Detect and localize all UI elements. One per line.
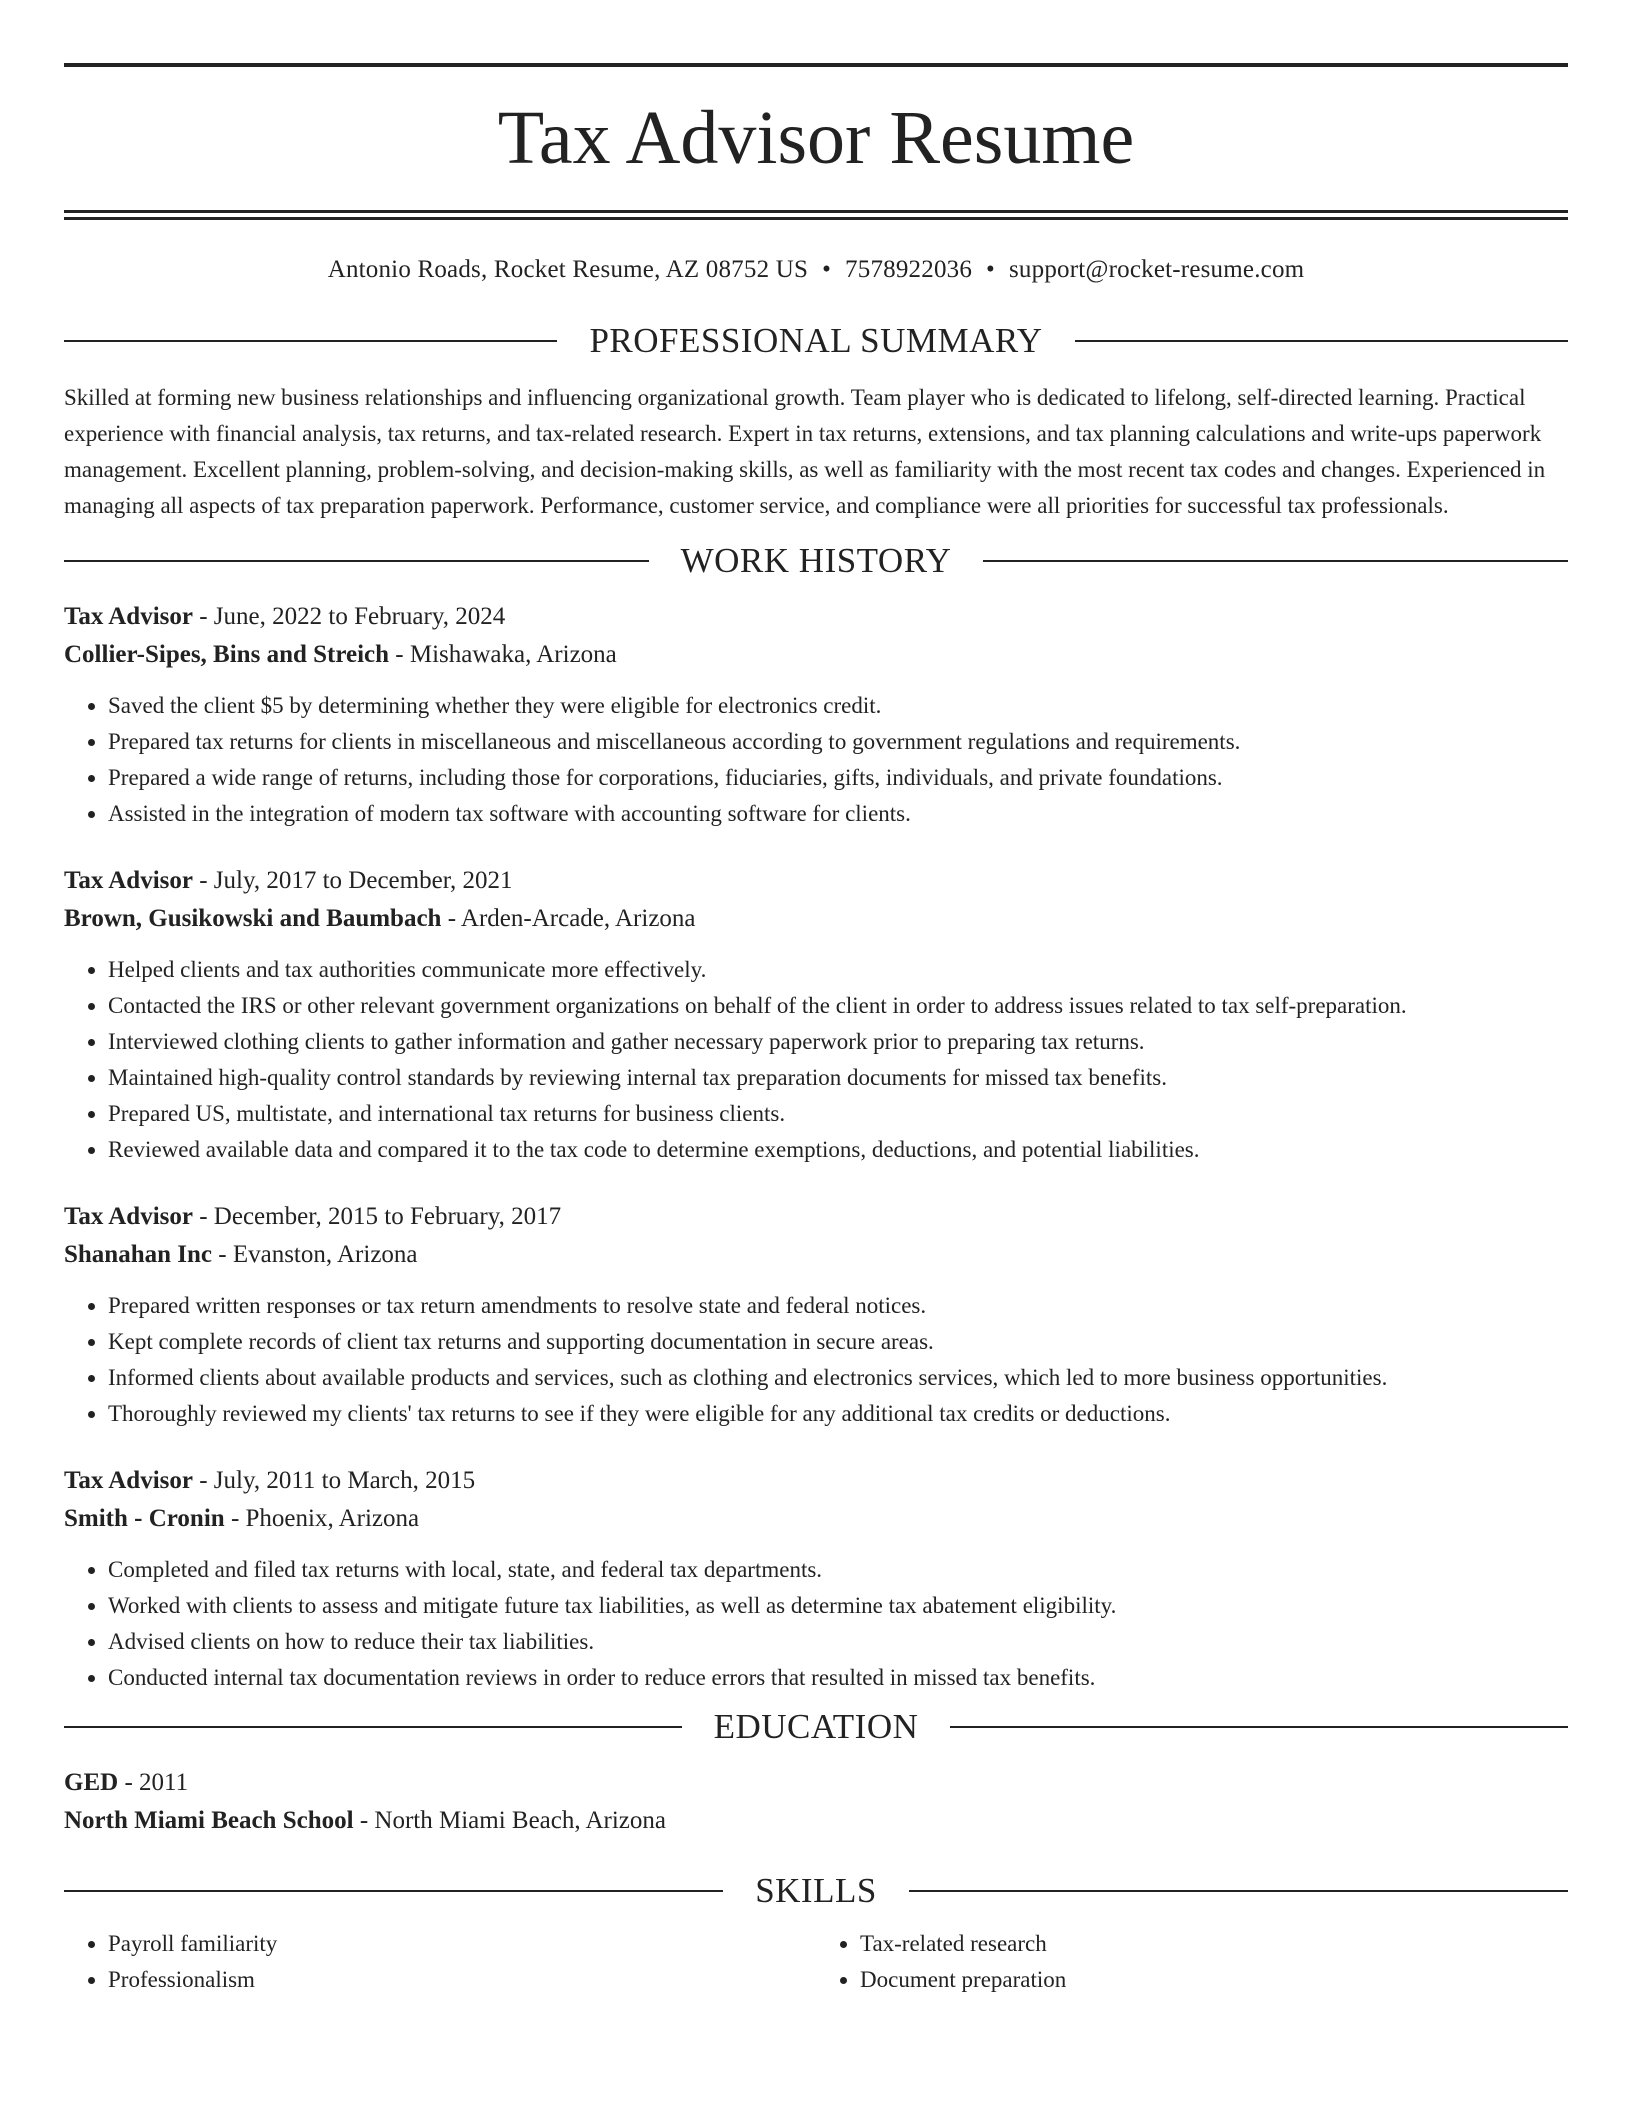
section-title: EDUCATION (713, 1707, 919, 1746)
job-title: Tax Advisor (64, 603, 193, 630)
job-bullet: • Worked with clients to assess and mitigate future tax liabilities, as well as determine tax abatement eligibility. (108, 1588, 1568, 1624)
education-degree: GED (64, 1769, 119, 1796)
job-location: - Mishawaka, Arizona (389, 641, 617, 668)
summary-text: Skilled at forming new business relationships and influencing organizational growth. Team player who is dedicated to lifelong, self-directed learning. Practical experience with financial analysis, tax returns, and tax-related research. Expert in tax returns, extensions, and tax planning calculations and write-ups paperwork management. Excellent planning, problem-solving, and decision-making skills, as well as familiarity with the most recent tax codes and changes. Experienced in managing all aspects of tax preparation paperwork. Performance, customer service, and compliance were all priorities for successful tax professionals. (64, 385, 1546, 518)
education-school-line (64, 1802, 1568, 1840)
heading-rule (64, 560, 649, 562)
job-bullet: • Thoroughly reviewed my clients' tax returns to see if they were eligible for any additional tax credits or deductions. (108, 1396, 1568, 1432)
skills-column-right (816, 1926, 1568, 1998)
job-bullet: • Interviewed clothing clients to gather information and gather necessary paperwork prior to preparing tax returns. (108, 1024, 1568, 1060)
heading-rule (64, 340, 557, 342)
heading-rule (64, 1726, 682, 1728)
top-rule (64, 63, 1568, 67)
contact-address: Antonio Roads, Rocket Resume, AZ 08752 US (327, 256, 809, 283)
job-bullet: • Prepared written responses or tax return amendments to resolve state and federal notices. (108, 1288, 1568, 1324)
education-location: - North Miami Beach, Arizona (353, 1807, 666, 1834)
job-bullets (64, 688, 1568, 832)
section-heading-education (64, 1702, 1568, 1752)
education-school: North Miami Beach School (64, 1807, 354, 1834)
education-year: - 2011 (118, 1769, 189, 1796)
job-bullets (64, 952, 1568, 1168)
job-bullet: • Kept complete records of client tax returns and supporting documentation in secure areas. (108, 1324, 1568, 1360)
job-entry (64, 862, 1568, 1168)
section-heading-skills (64, 1866, 1568, 1916)
contact-separator: • (986, 256, 995, 283)
job-title: Tax Advisor (64, 1203, 193, 1230)
job-company-line (64, 1236, 1568, 1274)
skill-item: • Document preparation (860, 1962, 1568, 1998)
job-bullet: • Maintained high-quality control standards by reviewing internal tax preparation documents for missed tax benefits. (108, 1060, 1568, 1096)
skills-column-left (64, 1926, 816, 1998)
job-bullet: • Completed and filed tax returns with local, state, and federal tax departments. (108, 1552, 1568, 1588)
section-heading-work-history (64, 536, 1568, 586)
job-entry (64, 1462, 1568, 1696)
job-title-line (64, 598, 1568, 636)
job-bullet: • Helped clients and tax authorities communicate more effectively. (108, 952, 1568, 988)
job-company: Smith - Cronin (64, 1505, 225, 1532)
page-title: Tax Advisor Resume (497, 96, 1135, 180)
education-entry (64, 1764, 1568, 1840)
job-bullet: • Prepared US, multistate, and international tax returns for business clients. (108, 1096, 1568, 1132)
job-title-line (64, 1198, 1568, 1236)
job-bullet: • Advised clients on how to reduce their tax liabilities. (108, 1624, 1568, 1660)
skill-item: • Professionalism (108, 1962, 816, 1998)
heading-rule (909, 1890, 1568, 1892)
job-entry (64, 598, 1568, 832)
job-location: - Evanston, Arizona (212, 1241, 418, 1268)
job-bullets (64, 1288, 1568, 1432)
job-title: Tax Advisor (64, 1467, 193, 1494)
heading-rule (64, 1890, 723, 1892)
job-bullet: • Assisted in the integration of modern tax software with accounting software for clients. (108, 796, 1568, 832)
education-degree-line (64, 1764, 1568, 1802)
job-title-line (64, 1462, 1568, 1500)
job-bullet: • Conducted internal tax documentation reviews in order to reduce errors that resulted in missed tax benefits. (108, 1660, 1568, 1696)
resume-page (64, 0, 1568, 1998)
job-entry (64, 1198, 1568, 1432)
job-dates: - December, 2015 to February, 2017 (192, 1203, 562, 1230)
skills-grid (64, 1926, 1568, 1998)
job-company-line (64, 1500, 1568, 1538)
section-title: PROFESSIONAL SUMMARY (589, 321, 1043, 360)
skill-item: • Payroll familiarity (108, 1926, 816, 1962)
section-title: WORK HISTORY (680, 541, 952, 580)
job-bullet: • Reviewed available data and compared it to the tax code to determine exemptions, deductions, and potential liabilities. (108, 1132, 1568, 1168)
contact-email: support@rocket-resume.com (1009, 256, 1305, 283)
job-company-line (64, 636, 1568, 674)
job-location: - Arden-Arcade, Arizona (441, 905, 696, 932)
contact-separator: • (822, 256, 832, 283)
contact-phone: 7578922036 (845, 256, 973, 283)
job-bullets (64, 1552, 1568, 1696)
contact-line (64, 254, 1568, 286)
title-double-rule (64, 210, 1568, 220)
job-company: Collier-Sipes, Bins and Streich (64, 641, 390, 668)
heading-rule (983, 560, 1568, 562)
job-bullet: • Saved the client $5 by determining whether they were eligible for electronics credit. (108, 688, 1568, 724)
job-dates: - July, 2011 to March, 2015 (192, 1467, 476, 1494)
section-heading-summary (64, 316, 1568, 366)
job-title-line (64, 862, 1568, 900)
job-company: Brown, Gusikowski and Baumbach (64, 905, 442, 932)
job-dates: - July, 2017 to December, 2021 (192, 867, 513, 894)
heading-rule (950, 1726, 1568, 1728)
job-bullet: • Contacted the IRS or other relevant government organizations on behalf of the client in order to address issues related to tax self-preparation. (108, 988, 1568, 1024)
job-company-line (64, 900, 1568, 938)
job-dates: - June, 2022 to February, 2024 (192, 603, 506, 630)
job-location: - Phoenix, Arizona (224, 1505, 420, 1532)
skill-item: • Tax-related research (860, 1926, 1568, 1962)
heading-rule (1075, 340, 1568, 342)
job-bullet: • Prepared tax returns for clients in miscellaneous and miscellaneous according to government regulations and requirements. (108, 724, 1568, 760)
section-title: SKILLS (755, 1871, 877, 1910)
job-company: Shanahan Inc (64, 1241, 212, 1268)
job-title: Tax Advisor (64, 867, 193, 894)
job-bullet: • Informed clients about available products and services, such as clothing and electronics services, which led to more business opportunities. (108, 1360, 1568, 1396)
job-bullet: • Prepared a wide range of returns, including those for corporations, fiduciaries, gifts, individuals, and private foundations. (108, 760, 1568, 796)
